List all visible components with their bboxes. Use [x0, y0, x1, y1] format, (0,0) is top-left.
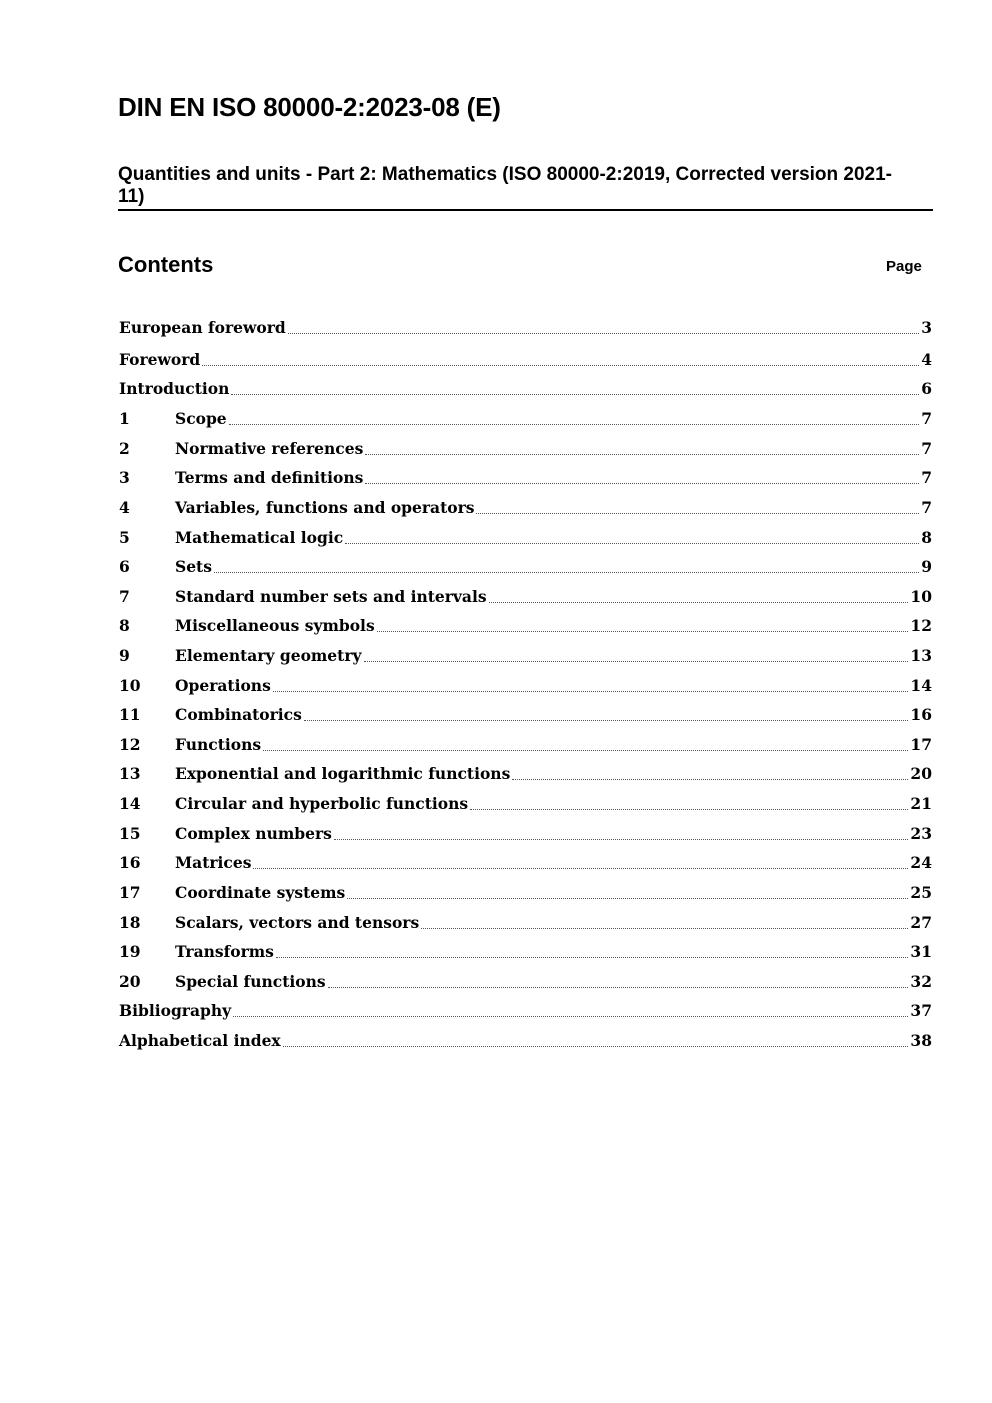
toc-dot-leader	[512, 778, 908, 780]
toc-entry[interactable]	[119, 498, 932, 520]
toc-entry-number: 1	[119, 409, 130, 428]
toc-dot-leader	[276, 956, 909, 958]
toc-entry-page[interactable]: 20	[910, 764, 932, 783]
toc-entry[interactable]	[119, 350, 932, 372]
toc-entry-number: 8	[119, 616, 130, 635]
toc-entry-number: 11	[119, 705, 141, 724]
toc-entry-page[interactable]: 37	[910, 1001, 932, 1020]
toc-entry-page[interactable]: 17	[910, 735, 932, 754]
toc-entry-page[interactable]: 14	[910, 676, 932, 695]
toc-entry-number: 12	[119, 735, 141, 754]
toc-entry-page[interactable]: 10	[910, 587, 932, 606]
toc-dot-leader	[365, 482, 919, 484]
toc-dot-leader	[470, 808, 908, 810]
toc-entry-page[interactable]: 12	[910, 616, 932, 635]
toc-entry-label[interactable]: Special functions	[175, 972, 326, 991]
toc-dot-leader	[345, 542, 919, 544]
toc-entry-number: 17	[119, 883, 141, 902]
toc-entry[interactable]	[119, 1001, 932, 1023]
page-column-heading: Page	[886, 258, 922, 275]
toc-entry[interactable]	[119, 676, 932, 698]
toc-entry-label[interactable]: Normative references	[175, 439, 364, 458]
toc-entry-label[interactable]: Mathematical logic	[175, 528, 344, 547]
toc-entry-page[interactable]: 13	[910, 646, 932, 665]
toc-entry[interactable]	[119, 616, 932, 638]
toc-dot-leader	[489, 601, 909, 603]
toc-dot-leader	[365, 453, 919, 455]
toc-entry-label[interactable]: Complex numbers	[175, 824, 332, 843]
toc-entry-page[interactable]: 25	[910, 883, 932, 902]
toc-entry-number: 7	[119, 587, 130, 606]
toc-dot-leader	[347, 897, 908, 899]
toc-entry[interactable]	[119, 439, 932, 461]
toc-entry[interactable]	[119, 913, 932, 935]
toc-entry-label[interactable]: Bibliography	[119, 1001, 232, 1020]
toc-entry-number: 13	[119, 764, 141, 783]
toc-dot-leader	[328, 986, 909, 988]
toc-entry-page[interactable]: 4	[921, 350, 932, 369]
toc-entry[interactable]	[119, 853, 932, 875]
toc-entry-page[interactable]: 21	[910, 794, 932, 813]
toc-entry-label[interactable]: European foreword	[119, 318, 286, 337]
toc-entry-label[interactable]: Elementary geometry	[175, 646, 362, 665]
toc-entry[interactable]	[119, 883, 932, 905]
toc-entry-label[interactable]: Transforms	[175, 942, 274, 961]
toc-entry-page[interactable]: 27	[910, 913, 932, 932]
toc-entry-page[interactable]: 32	[910, 972, 932, 991]
toc-entry[interactable]	[119, 587, 932, 609]
toc-entry-number: 18	[119, 913, 141, 932]
toc-entry-label[interactable]: Scope	[175, 409, 227, 428]
toc-entry[interactable]	[119, 705, 932, 727]
toc-entry-label[interactable]: Combinatorics	[175, 705, 302, 724]
toc-dot-leader	[476, 512, 919, 514]
toc-dot-leader	[364, 660, 909, 662]
toc-entry-number: 14	[119, 794, 141, 813]
toc-entry-label[interactable]: Foreword	[119, 350, 201, 369]
toc-entry-label[interactable]: Variables, functions and operators	[175, 498, 475, 517]
toc-dot-leader	[288, 332, 919, 334]
toc-entry[interactable]	[119, 794, 932, 816]
toc-dot-leader	[334, 838, 909, 840]
toc-entry[interactable]	[119, 764, 932, 786]
toc-entry[interactable]	[119, 735, 932, 757]
toc-entry-page[interactable]: 8	[921, 528, 932, 547]
toc-entry-label[interactable]: Functions	[175, 735, 262, 754]
toc-dot-leader	[214, 571, 919, 573]
toc-dot-leader	[263, 749, 908, 751]
toc-entry-page[interactable]: 38	[910, 1031, 932, 1050]
toc-entry-page[interactable]: 6	[921, 379, 932, 398]
toc-entry-label[interactable]: Sets	[175, 557, 212, 576]
toc-entry-label[interactable]: Circular and hyperbolic functions	[175, 794, 469, 813]
toc-entry-number: 20	[119, 972, 141, 991]
toc-entry[interactable]	[119, 646, 932, 668]
toc-entry[interactable]	[119, 318, 932, 340]
toc-entry-number: 9	[119, 646, 130, 665]
toc-entry[interactable]	[119, 1031, 932, 1053]
toc-entry[interactable]	[119, 528, 932, 550]
toc-entry[interactable]	[119, 409, 932, 431]
toc-entry-page[interactable]: 7	[921, 439, 932, 458]
toc-entry-page[interactable]: 31	[910, 942, 932, 961]
toc-entry-page[interactable]: 7	[921, 498, 932, 517]
toc-entry-label[interactable]: Matrices	[175, 853, 252, 872]
toc-entry-number: 5	[119, 528, 130, 547]
toc-entry-page[interactable]: 7	[921, 409, 932, 428]
toc-entry-number: 19	[119, 942, 141, 961]
toc-entry[interactable]	[119, 557, 932, 579]
toc-dot-leader	[304, 719, 909, 721]
toc-entry-number: 15	[119, 824, 141, 843]
toc-entry-label[interactable]: Scalars, vectors and tensors	[175, 913, 420, 932]
toc-dot-leader	[253, 867, 908, 869]
toc-entry[interactable]	[119, 972, 932, 994]
toc-dot-leader	[233, 1015, 908, 1017]
document-title: Quantities and units - Part 2: Mathematics (ISO 80000-2:2019, Corrected version 2021-11)	[118, 164, 892, 207]
toc-entry[interactable]	[119, 942, 932, 964]
toc-entry-label[interactable]: Standard number sets and intervals	[175, 587, 487, 606]
toc-dot-leader	[231, 393, 919, 395]
toc-dot-leader	[229, 423, 920, 425]
toc-entry-label[interactable]: Miscellaneous symbols	[175, 616, 375, 635]
toc-entry-page[interactable]: 3	[921, 318, 932, 337]
toc-entry-page[interactable]: 24	[910, 853, 932, 872]
toc-entry-page[interactable]: 9	[921, 557, 932, 576]
toc-entry-label[interactable]: Introduction	[119, 379, 230, 398]
toc-dot-leader	[273, 690, 909, 692]
document-id: DIN EN ISO 80000-2:2023-08 (E)	[118, 92, 501, 122]
toc-entry-label[interactable]: Coordinate systems	[175, 883, 346, 902]
title-rule	[118, 209, 933, 211]
toc-entry-number: 6	[119, 557, 130, 576]
toc-entry-page[interactable]: 7	[921, 468, 932, 487]
toc-entry-number: 16	[119, 853, 141, 872]
toc-entry[interactable]	[119, 824, 932, 846]
toc-entry-number: 3	[119, 468, 130, 487]
toc-entry-label[interactable]: Exponential and logarithmic functions	[175, 764, 511, 783]
toc-dot-leader	[283, 1045, 909, 1047]
toc-entry-page[interactable]: 16	[910, 705, 932, 724]
toc-dot-leader	[421, 927, 908, 929]
toc-entry-page[interactable]: 23	[910, 824, 932, 843]
toc-entry[interactable]	[119, 468, 932, 490]
toc-entry-number: 2	[119, 439, 130, 458]
toc-dot-leader	[202, 364, 919, 366]
toc-dot-leader	[377, 630, 909, 632]
toc-entry-number: 10	[119, 676, 141, 695]
toc-entry-label[interactable]: Operations	[175, 676, 271, 695]
toc-entry-number: 4	[119, 498, 130, 517]
toc-entry-label[interactable]: Alphabetical index	[119, 1031, 281, 1050]
toc-entry[interactable]	[119, 379, 932, 401]
toc-entry-label[interactable]: Terms and definitions	[175, 468, 364, 487]
contents-heading: Contents	[118, 252, 214, 277]
